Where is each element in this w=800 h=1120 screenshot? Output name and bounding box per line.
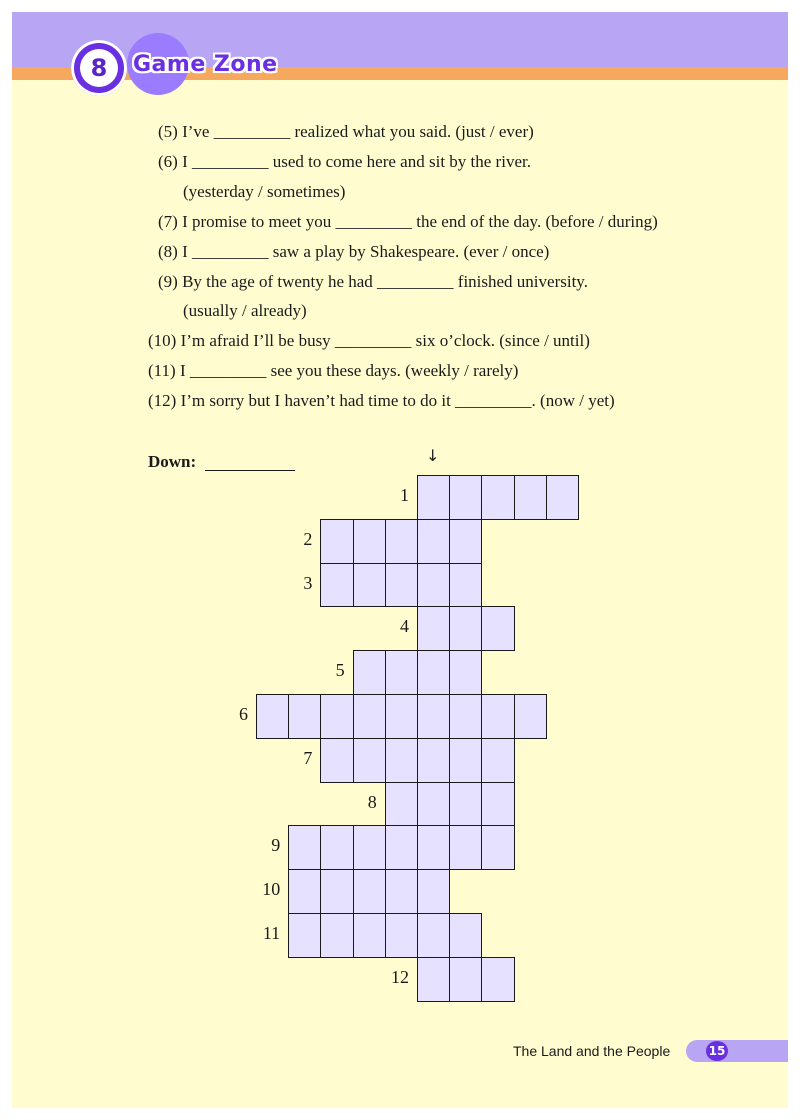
question-12: (12) I’m sorry but I haven’t had time to do it _________. (now / yet) [148, 391, 615, 410]
question-6-options: (yesterday / sometimes) [183, 182, 346, 201]
crossword-cell-1-3[interactable] [481, 475, 514, 520]
question-6: (6) I _________ used to come here and sit by the river. [158, 152, 531, 171]
question-9-options: (usually / already) [183, 301, 307, 320]
section-title: Game Zone [133, 52, 278, 77]
crossword-cell-9-4[interactable] [385, 825, 418, 870]
crossword-cell-2-2[interactable] [353, 519, 386, 564]
crossword-cell-8-4[interactable] [481, 782, 514, 827]
clue-number-8: 8 [367, 791, 377, 812]
crossword-cell-6-1[interactable] [256, 694, 289, 739]
footer-unit-title: The Land and the People [513, 1043, 671, 1059]
crossword-cell-6-9[interactable] [514, 694, 547, 739]
unit-number: 8 [80, 49, 118, 87]
crossword-cell-6-2[interactable] [288, 694, 321, 739]
crossword-cell-9-6[interactable] [449, 825, 482, 870]
crossword-cell-11-1[interactable] [288, 913, 321, 958]
crossword-cell-2-3[interactable] [385, 519, 418, 564]
down-label: Down: [148, 452, 197, 471]
clue-number-2: 2 [303, 528, 313, 549]
crossword-cell-4-3[interactable] [481, 606, 514, 651]
crossword-cell-1-2[interactable] [449, 475, 482, 520]
crossword-cell-3-3[interactable] [385, 563, 418, 608]
question-11: (11) I _________ see you these days. (weekly / rarely) [148, 361, 519, 380]
clue-number-9: 9 [271, 835, 281, 856]
crossword-cell-3-1[interactable] [320, 563, 353, 608]
crossword-cell-11-4[interactable] [385, 913, 418, 958]
crossword-cell-8-2[interactable] [417, 782, 450, 827]
crossword-cell-11-5[interactable] [417, 913, 450, 958]
question-10: (10) I’m afraid I’ll be busy _________ six o’clock. (since / until) [148, 331, 590, 350]
clue-number-10: 10 [262, 879, 281, 900]
crossword-cell-6-7[interactable] [449, 694, 482, 739]
clue-number-5: 5 [335, 660, 345, 681]
crossword-cell-3-2[interactable] [353, 563, 386, 608]
crossword-cell-12-3[interactable] [481, 957, 514, 1002]
clue-number-6: 6 [239, 704, 248, 724]
crossword-cell-7-6[interactable] [481, 738, 514, 783]
crossword-cell-3-5[interactable] [449, 563, 482, 608]
down-arrow-icon: ↓ [426, 446, 440, 465]
clue-number-4: 4 [400, 616, 409, 637]
crossword-cell-7-1[interactable] [320, 738, 353, 783]
clue-number-1: 1 [400, 485, 409, 505]
crossword-cell-2-5[interactable] [449, 519, 482, 564]
crossword-cell-6-8[interactable] [481, 694, 514, 739]
crossword-cell-7-3[interactable] [385, 738, 418, 783]
clue-number-3: 3 [303, 572, 313, 593]
crossword-cell-2-1[interactable] [320, 519, 353, 564]
crossword-cell-10-1[interactable] [288, 869, 321, 914]
question-9: (9) By the age of twenty he had _________ finished university. [158, 272, 588, 291]
crossword-cell-6-4[interactable] [353, 694, 386, 739]
crossword-cell-7-2[interactable] [353, 738, 386, 783]
crossword-cell-6-3[interactable] [320, 694, 353, 739]
crossword-cell-9-2[interactable] [320, 825, 353, 870]
down-answer-blank[interactable] [205, 470, 295, 471]
crossword-cell-9-7[interactable] [481, 825, 514, 870]
crossword-cell-11-2[interactable] [320, 913, 353, 958]
crossword-cell-9-5[interactable] [417, 825, 450, 870]
crossword-cell-10-2[interactable] [320, 869, 353, 914]
crossword-cell-8-3[interactable] [449, 782, 482, 827]
clue-number-11: 11 [262, 923, 281, 943]
crossword-cell-3-4[interactable] [417, 563, 450, 608]
crossword-cell-5-4[interactable] [449, 650, 482, 695]
crossword-cell-4-1[interactable] [417, 606, 450, 651]
crossword-cell-9-3[interactable] [353, 825, 386, 870]
crossword-cell-8-1[interactable] [385, 782, 418, 827]
crossword-cell-7-4[interactable] [417, 738, 450, 783]
crossword-cell-5-3[interactable] [417, 650, 450, 695]
clue-number-12: 12 [391, 966, 409, 987]
question-7: (7) I promise to meet you _________ the end of the day. (before / during) [158, 212, 658, 231]
crossword-cell-11-6[interactable] [449, 913, 482, 958]
crossword-cell-2-4[interactable] [417, 519, 450, 564]
crossword-cell-1-1[interactable] [417, 475, 450, 520]
crossword-cell-11-3[interactable] [353, 913, 386, 958]
crossword-cell-9-1[interactable] [288, 825, 321, 870]
crossword-cell-12-1[interactable] [417, 957, 450, 1002]
crossword-cell-10-5[interactable] [417, 869, 450, 914]
question-8: (8) I _________ saw a play by Shakespeare. (ever / once) [158, 242, 550, 261]
crossword-cell-6-5[interactable] [385, 694, 418, 739]
crossword-cell-1-5[interactable] [546, 475, 579, 520]
crossword-cell-10-3[interactable] [353, 869, 386, 914]
crossword-cell-12-2[interactable] [449, 957, 482, 1002]
crossword-cell-6-6[interactable] [417, 694, 450, 739]
page-number: 15 [706, 1041, 728, 1061]
crossword-cell-7-5[interactable] [449, 738, 482, 783]
crossword-cell-1-4[interactable] [514, 475, 547, 520]
crossword-cell-5-2[interactable] [385, 650, 418, 695]
crossword-cell-10-4[interactable] [385, 869, 418, 914]
question-5: (5) I’ve _________ realized what you said. (just / ever) [158, 122, 534, 141]
crossword-cell-4-2[interactable] [449, 606, 482, 651]
footer-tab [686, 1040, 788, 1062]
crossword-cell-5-1[interactable] [353, 650, 386, 695]
clue-number-7: 7 [303, 747, 313, 768]
